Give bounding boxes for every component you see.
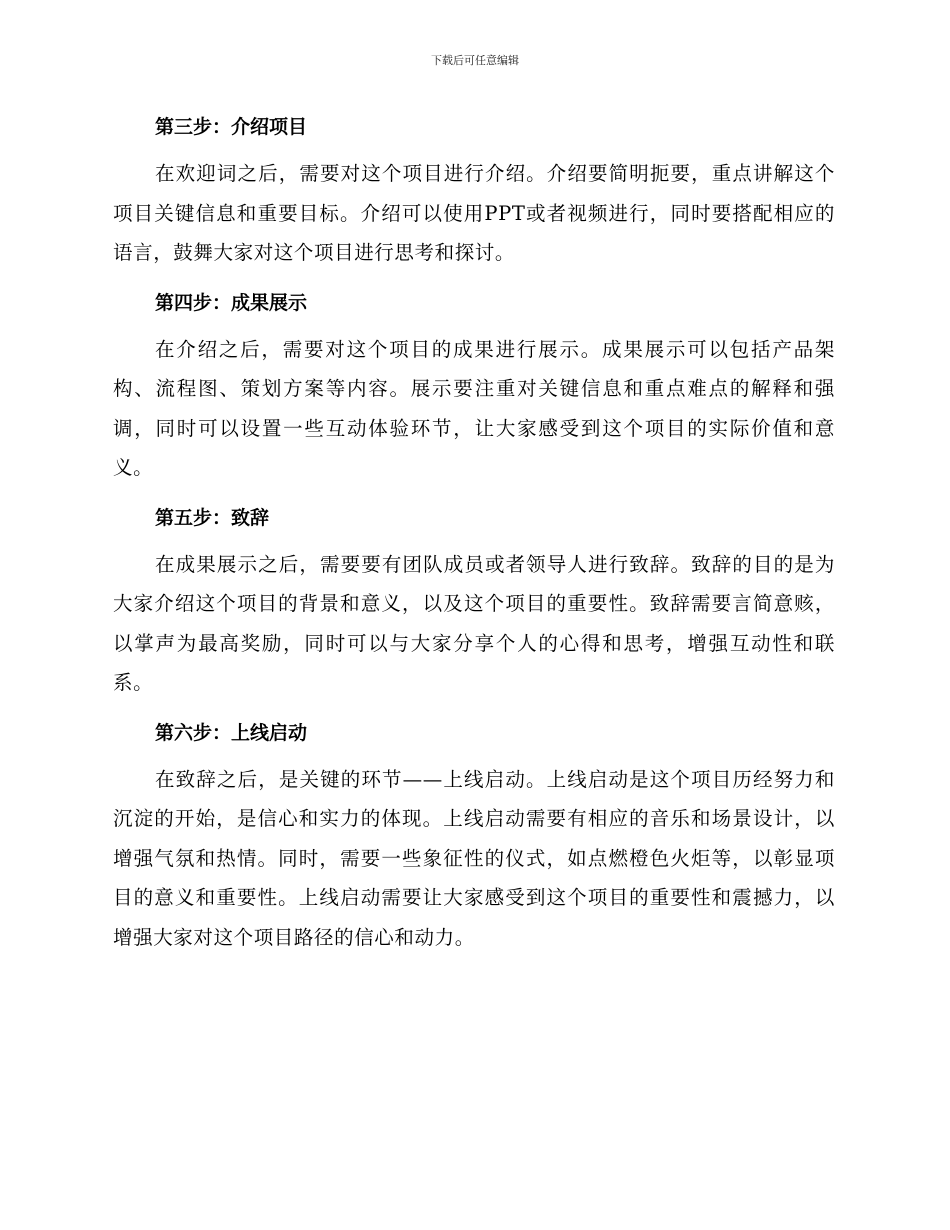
section-paragraph-step-4: 在介绍之后，需要对这个项目的成果进行展示。成果展示可以包括产品架构、流程图、策划方案等内容。展示要注重对关键信息和重点难点的解释和强调，同时可以设置一些互动体验环节，让大家感受到这个项目的实际价值和意义。 [113,337,835,479]
document-body [113,108,835,968]
section-paragraph-step-5: 在成果展示之后，需要要有团队成员或者领导人进行致辞。致辞的目的是为大家介绍这个项目的背景和意义，以及这个项目的重要性。致辞需要言简意赅，以掌声为最高奖励，同时可以与大家分享个人的心得和思考，增强互动性和联系。 [113,552,835,694]
section-heading-step-5: 第五步：致辞 [155,506,270,529]
page-header-note: 下载后可任意编辑 [431,54,519,67]
section-heading-step-6: 第六步：上线启动 [155,721,308,744]
section-paragraph-step-6: 在致辞之后，是关键的环节——上线启动。上线启动是这个项目历经努力和沉淀的开始，是信心和实力的体现。上线启动需要有相应的音乐和场景设计，以增强气氛和热情。同时，需要一些象征性的仪式，如点燃橙色火炬等，以彰显项目的意义和重要性。上线启动需要让大家感受到这个项目的重要性和震撼力，以增强大家对这个项目路径的信心和动力。 [113,767,835,949]
section-paragraph-step-3: 在欢迎词之后，需要对这个项目进行介绍。介绍要简明扼要，重点讲解这个项目关键信息和重要目标。介绍可以使用PPT或者视频进行，同时要搭配相应的语言，鼓舞大家对这个项目进行思考和探讨。 [113,162,835,264]
section-heading-step-4: 第四步：成果展示 [155,291,308,314]
section-heading-step-3: 第三步：介绍项目 [155,116,308,138]
